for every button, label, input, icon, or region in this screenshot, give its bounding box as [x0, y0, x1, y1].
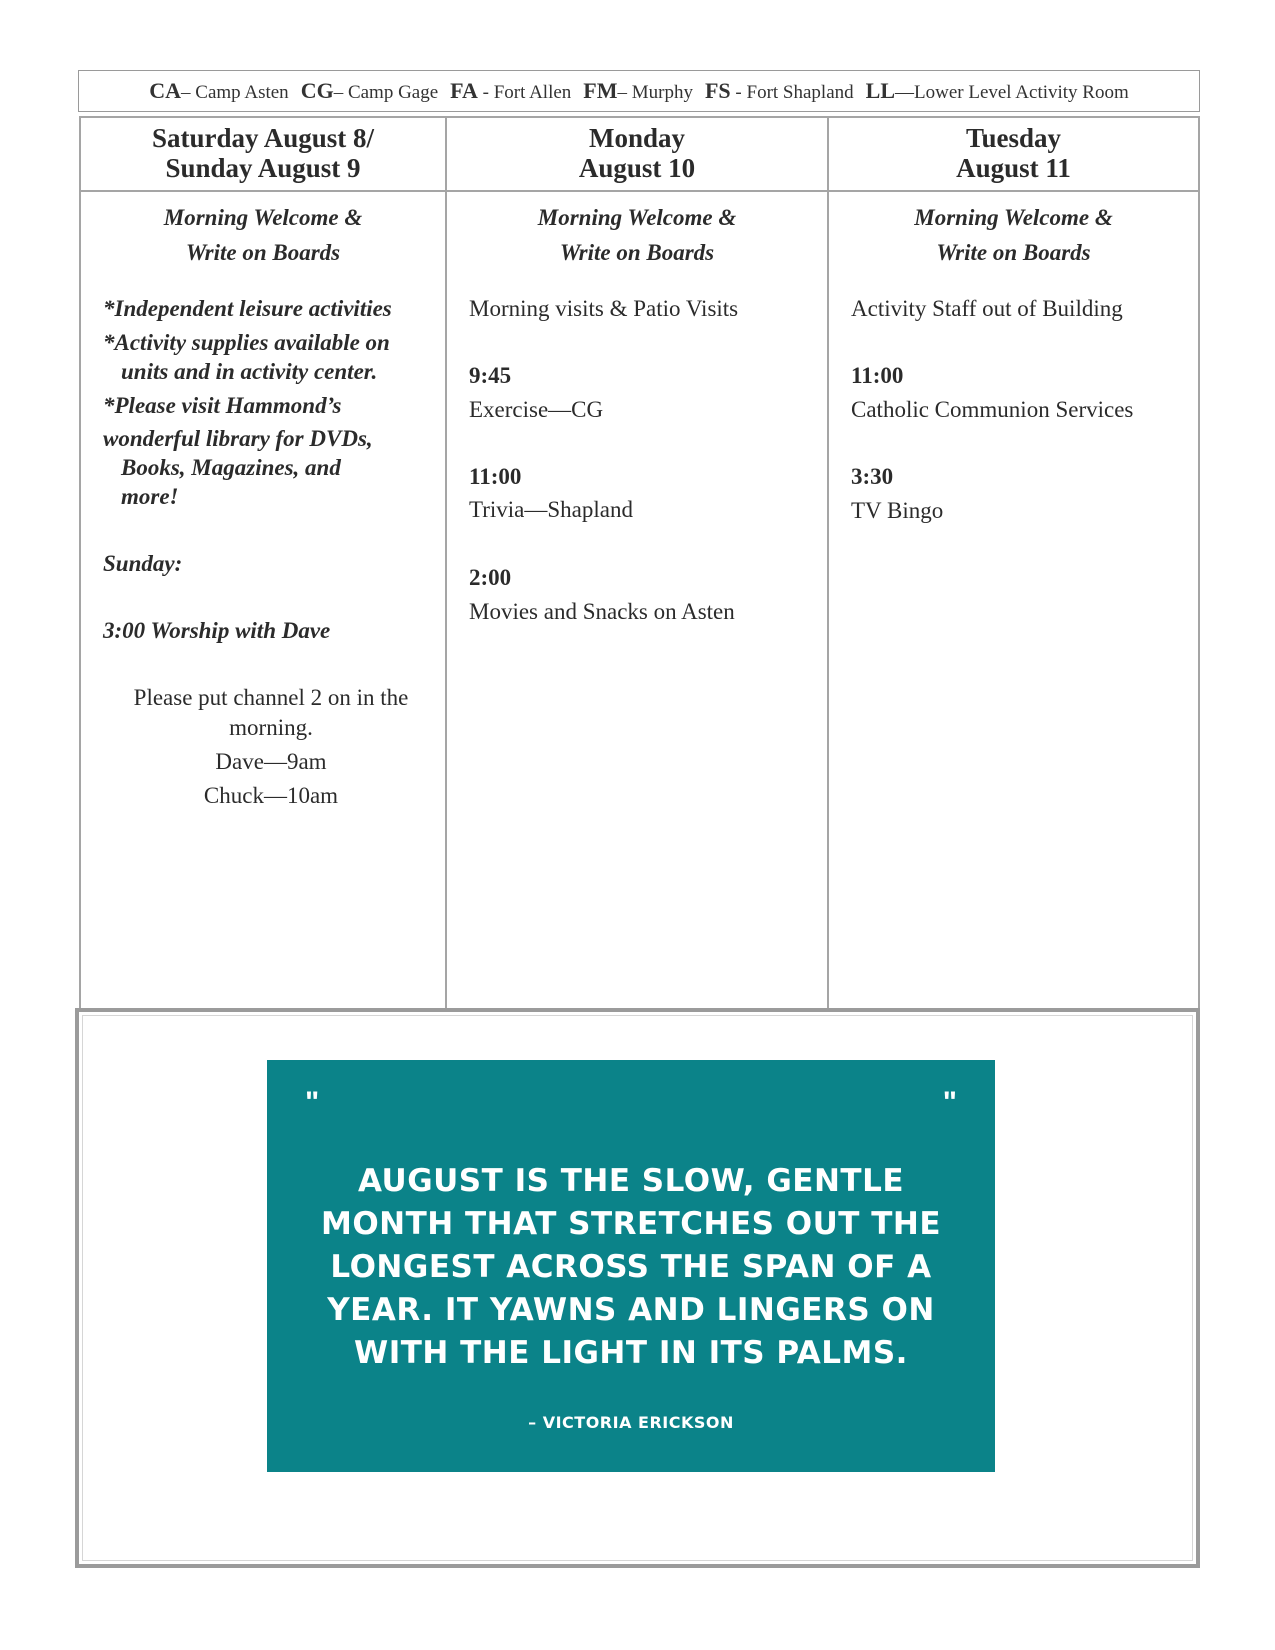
day-column-monday	[447, 118, 829, 1008]
event-time: 3:30	[851, 464, 894, 489]
sunday-label: Sunday:	[103, 551, 183, 576]
day-title-line: August 10	[578, 153, 696, 183]
event-title: Trivia—Shapland	[469, 497, 633, 522]
day-header	[447, 118, 827, 192]
day-header	[81, 118, 445, 192]
quote-text	[287, 1160, 975, 1375]
quote-author: – VICTORIA ERICKSON	[528, 1413, 734, 1432]
legend-item-fm: FM– Murphy	[583, 78, 693, 103]
day-column-tuesday	[829, 118, 1198, 1008]
quote-line: WITH THE LIGHT IN ITS PALMS.	[354, 1335, 908, 1371]
channel-note: Please put channel 2 on in the	[133, 685, 409, 710]
morning-welcome: Morning Welcome & Write on Boards	[914, 205, 1113, 265]
legend-item-ll: LL—Lower Level Activity Room	[865, 78, 1129, 103]
day-title-line: Sunday August 9	[165, 153, 361, 183]
day-header	[829, 118, 1198, 192]
activity-item: Activity Staff out of Building	[851, 296, 1123, 321]
event-time: 9:45	[469, 363, 512, 388]
event-title: TV Bingo	[851, 498, 944, 523]
quote-line: YEAR. IT YAWNS AND LINGERS ON	[327, 1292, 935, 1328]
event-time: 11:00	[469, 464, 522, 489]
leisure-note: more!	[121, 484, 179, 509]
morning-welcome: Morning Welcome & Write on Boards	[537, 205, 737, 265]
leisure-note: *Activity supplies available on	[103, 330, 390, 355]
leisure-note: *Independent leisure activities	[103, 296, 392, 321]
leisure-note: wonderful library for DVDs,	[103, 426, 373, 451]
event-title: Exercise—CG	[469, 397, 604, 422]
legend-item-fs: FS - Fort Shapland	[704, 78, 854, 103]
leisure-note: Books, Magazines, and	[121, 455, 341, 480]
legend-item-cg: CG– Camp Gage	[300, 78, 439, 103]
event-time: 2:00	[469, 565, 512, 590]
event-time: 11:00	[851, 363, 904, 388]
event-title: Movies and Snacks on Asten	[469, 599, 735, 624]
day-title-line: Tuesday	[965, 123, 1062, 153]
day-title-line: August 11	[956, 153, 1071, 183]
channel-schedule: Dave—9am	[215, 749, 327, 774]
quote-line: MONTH THAT STRETCHES OUT THE	[320, 1206, 942, 1242]
leisure-note: units and in activity center.	[121, 359, 378, 384]
close-quote-mark: "	[942, 1086, 957, 1119]
activity-item: Morning visits & Patio Visits	[469, 296, 739, 321]
location-legend	[78, 70, 1200, 112]
day-column-weekend	[81, 118, 447, 1008]
legend-item-fa: FA - Fort Allen	[450, 78, 572, 103]
worship-event: 3:00 Worship with Dave	[103, 618, 331, 643]
legend-item-ca: CA– Camp Asten	[149, 78, 289, 103]
quote-card	[267, 1060, 995, 1472]
day-title-line: Saturday August 8/	[151, 123, 375, 153]
quote-line: LONGEST ACROSS THE SPAN OF A	[330, 1249, 932, 1285]
day-title-line: Monday	[588, 123, 686, 153]
morning-welcome: Morning Welcome & Write on Boards	[163, 205, 363, 265]
open-quote-mark: "	[305, 1086, 320, 1119]
activity-schedule	[79, 116, 1200, 1010]
event-title: Catholic Communion Services	[851, 397, 1134, 422]
leisure-note: *Please visit Hammond’s	[103, 393, 342, 418]
quote-line: AUGUST IS THE SLOW, GENTLE	[357, 1163, 904, 1199]
channel-note: morning.	[229, 715, 313, 740]
channel-schedule: Chuck—10am	[203, 783, 339, 808]
